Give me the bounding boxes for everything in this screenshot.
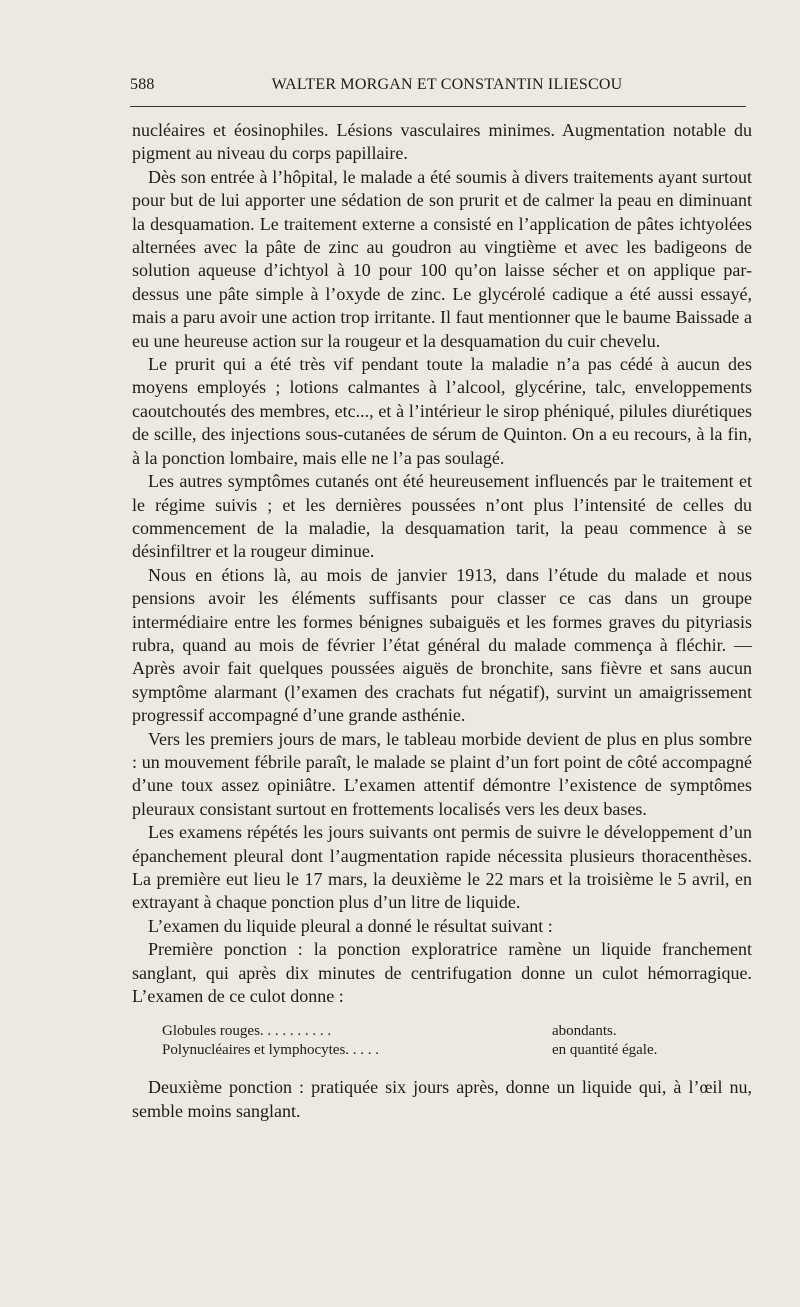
paragraph-prurit: Le prurit qui a été très vif pendant toute la maladie n’a pas cédé à aucun des moyens employés ; lotions calmantes à l’alcool, glycérine, talc, enveloppements caoutchoutés des membres, etc..., et à l’intérieur le sirop phéniqué, pilules diurétiques de scille, des injections sous-cutanées de sérum de Quinton. On a eu recours, à la fin, à la ponction lombaire, mais elle ne l’a pas soulagé.	[132, 354, 752, 468]
paragraph-continuation: nucléaires et éosinophiles. Lésions vasculaires minimes. Augmentation notable du pigment au niveau du corps papillaire.	[132, 120, 752, 164]
paragraph-symptoms: Les autres symptômes cutanés ont été heureusement influencés par le traitement et le régime suivis ; et les dernières poussées n’ont plus l’intensité de celles du commencement de la maladie, la desquamation tarit, la peau commence à se désinfiltrer et la rougeur diminue.	[132, 471, 752, 562]
paragraph-january: Nous en étions là, au mois de janvier 1913, dans l’étude du malade et nous pensions avoir les éléments suffisants pour classer ce cas dans un groupe intermédiaire entre les formes bénignes subaiguës et les formes graves du pityriasis rubra, quand au mois de février l’état général du malade commença à fléchir. — Après avoir fait quelques poussées aiguës de bronchite, sans fièvre et sans aucun symptôme alarmant (l’examen des crachats fut négatif), survint un amaigrissement progressif accompagné d’une grande asthénie.	[132, 564, 752, 726]
paragraph-treatment: Dès son entrée à l’hôpital, le malade a été soumis à divers traitements ayant surtout pour but de lui apporter une sédation de son prurit et de calmer la peau en diminuant la desquamation. Le traitement externe a consisté en l’application de pâtes ichtyolées alternées avec la pâte de zinc au goudron au vingtième et avec les badigeons de solution aqueuse d’ichtyol à 10 pour 100 qu’on laisse sécher et on applique par-dessus une pâte simple à l’oxyde de zinc. Le glycérolé cadique a été aussi essayé, mais a paru avoir une action trop irritante. Il faut mentionner que le baume Baissade a eu une heureuse action sur la rougeur et la desquamation du cuir chevelu.	[132, 166, 752, 351]
page-header	[130, 76, 746, 100]
table-label: Globules rouges. . . . . . . . . .	[162, 1023, 332, 1040]
paragraph-first-puncture: Première ponction : la ponction exploratrice ramène un liquide franchement sanglant, qui après dix minutes de centrifugation donne un culot hémorragique. L’examen de ce culot donne :	[132, 939, 752, 1007]
paragraph-examinations: Les examens répétés les jours suivants ont permis de suivre le développement d’un épanchement pleural dont l’augmentation rapide nécessita plusieurs thoracenthèses. La première eut lieu le 17 mars, la deuxième le 22 mars et la troisième le 5 avril, en extrayant à chaque ponction plus d’un litre de liquide.	[132, 822, 752, 913]
table-value: en quantité égale.	[552, 1042, 658, 1059]
results-table	[162, 1022, 752, 1060]
running-title: WALTER MORGAN ET CONSTANTIN ILIESCOU	[271, 76, 623, 93]
paragraph-march: Vers les premiers jours de mars, le tableau morbide devient de plus en plus sombre : un mouvement fébrile paraît, le malade se plaint d’un fort point de côté accompagné d’une toux assez opiniâtre. L’examen attentif démontre l’existence de symptômes pleuraux consistant surtout en frottements localisés vers les deux bases.	[132, 728, 752, 819]
table-row	[162, 1022, 752, 1041]
page-number: 588	[130, 76, 155, 93]
table-row	[162, 1041, 752, 1060]
table-label: Polynucléaires et lymphocytes. . . . .	[162, 1042, 380, 1059]
table-value: abondants.	[552, 1023, 617, 1040]
header-rule	[130, 106, 746, 107]
paragraph-pleural-result: L’examen du liquide pleural a donné le résultat suivant :	[148, 915, 553, 936]
article-body	[132, 119, 752, 1123]
paragraph-second-puncture: Deuxième ponction : pratiquée six jours après, donne un liquide qui, à l’œil nu, semble moins sanglant.	[132, 1077, 752, 1121]
